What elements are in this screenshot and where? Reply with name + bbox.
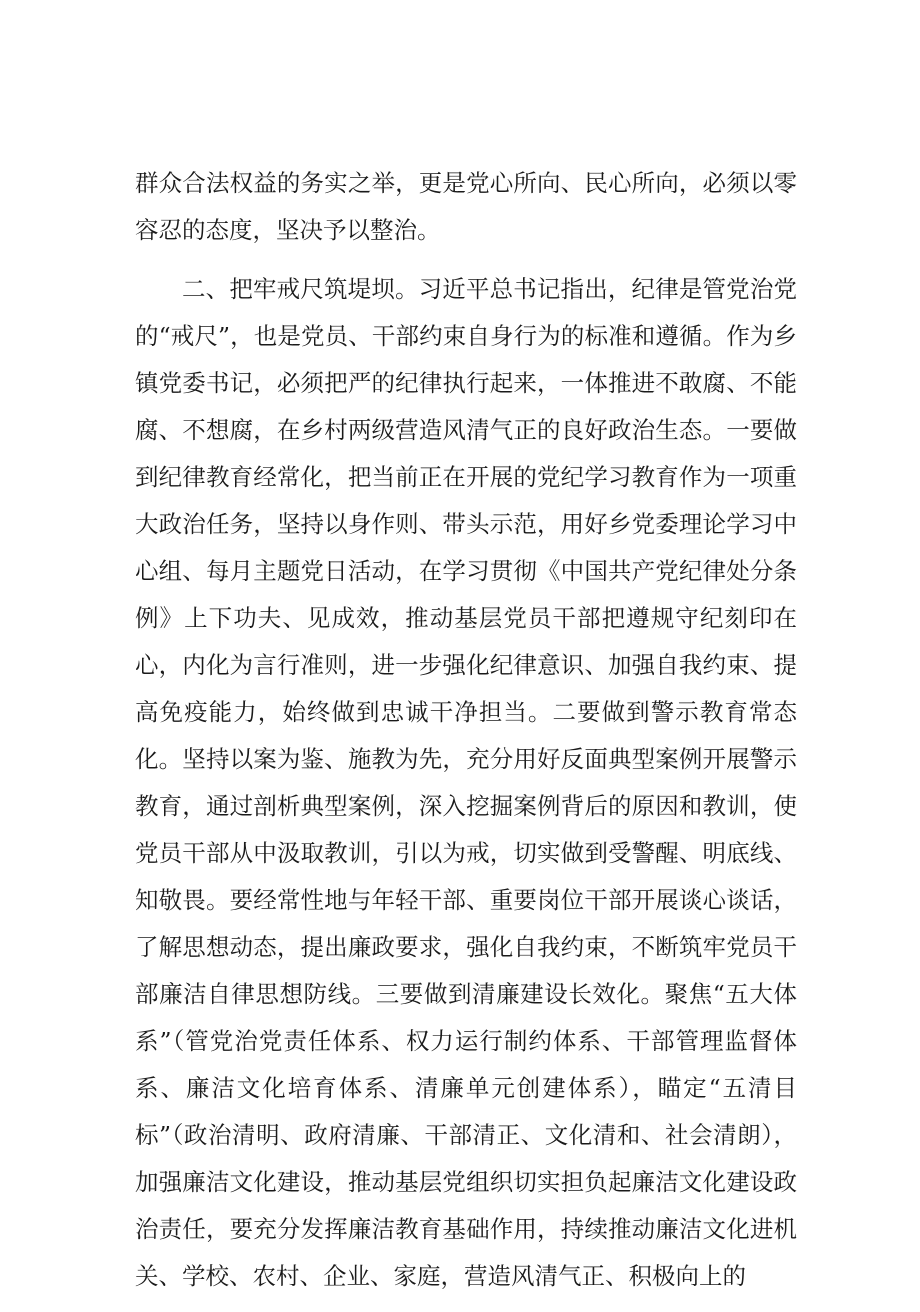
paragraph-continuation: 群众合法权益的务实之举，更是党心所向、民心所向，必须以零容忍的态度，坚决予以整治。 xyxy=(135,169,797,244)
document-body xyxy=(135,160,797,1312)
paragraph-section-two: 二、把牢戒尺筑堤坝。习近平总书记指出，纪律是管党治党的“戒尺”，也是党员、干部约束自身行为的标准和遵循。作为乡镇党委书记，必须把严的纪律执行起来，一体推进不敢腐、不能腐、不想腐，在乡村两级营造风清气正的良好政治生态。一要做到纪律教育经常化，把当前正在开展的党纪学习教育作为一项重大政治任务，坚持以身作则、带头示范，用好乡党委理论学习中心组、每月主题党日活动，在学习贯彻《中国共产党纪律处分条例》上下功夫、见成效，推动基层党员干部把遵规守纪刻印在心，内化为言行准则，进一步强化纪律意识、加强自我约束、提高免疫能力，始终做到忠诚干净担当。二要做到警示教育常态化。坚持以案为鉴、施教为先，充分用好反面典型案例开展警示教育，通过剖析典型案例，深入挖掘案例背后的原因和教训，使党员干部从中汲取教训，引以为戒，切实做到受警醒、明底线、知敬畏。要经常性地与年轻干部、重要岗位干部开展谈心谈话，了解思想动态，提出廉政要求，强化自我约束，不断筑牢党员干部廉洁自律思想防线。三要做到清廉建设长效化。聚焦“五大体系”（管党治党责任体系、权力运行制约体系、干部管理监督体系、廉洁文化培育体系、清廉单元创建体系），瞄定“五清目标”（政治清明、政府清廉、干部清正、文化清和、社会清朗），加强廉洁文化建设，推动基层党组织切实担负起廉洁文化建设政治责任，要充分发挥廉洁教育基础作用，持续推动廉洁文化进机关、学校、农村、企业、家庭，营造风清气正、积极向上的 xyxy=(135,275,797,1290)
